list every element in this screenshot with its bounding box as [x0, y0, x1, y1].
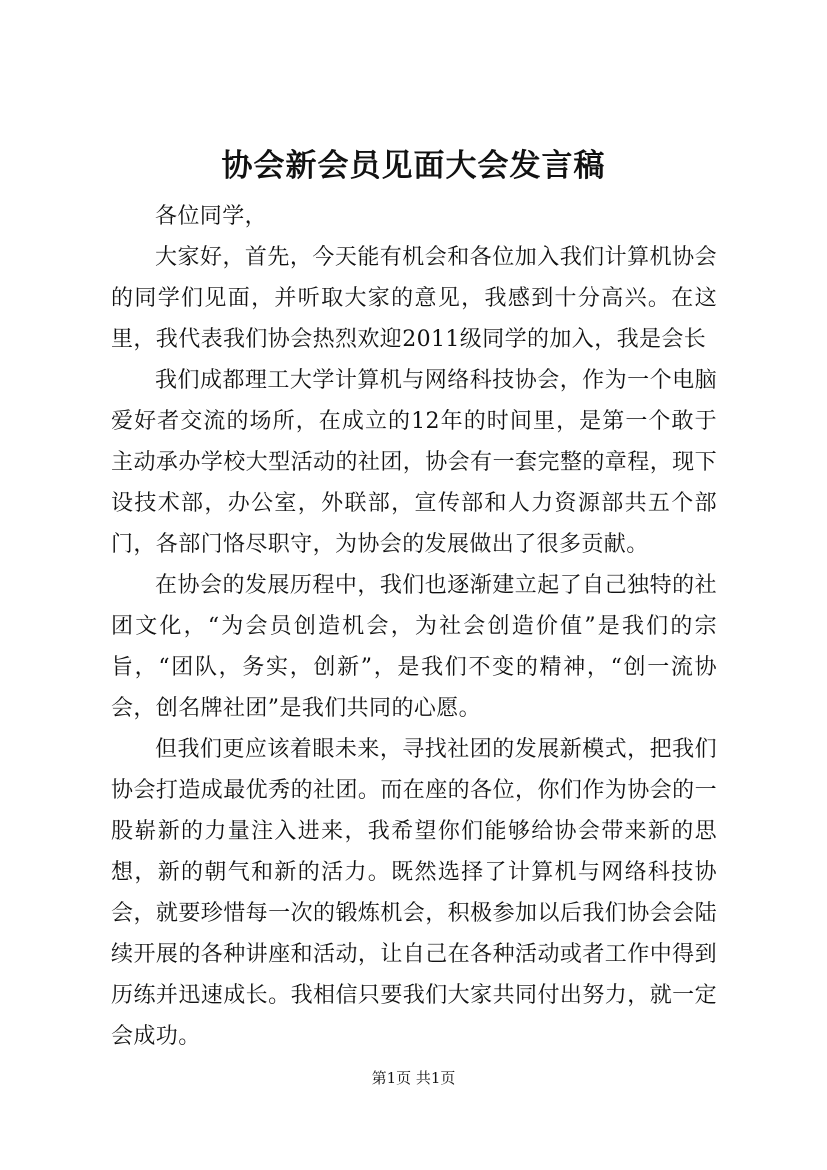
future-paragraph: 但我们更应该着眼未来，寻找社团的发展新模式，把我们协会打造成最优秀的社团。而在座的各位，你们作为协会的一股崭新的力量注入进来，我希望你们能够给协会带来新的思想，新的朝气和新的活力。既然选择了计算机与网络科技协会，就要珍惜每一次的锻炼机会，积极参加以后我们协会会陆续开展的各种讲座和活动，让自己在各种活动或者工作中得到历练并迅速成长。我相信只要我们大家共同付出努力，就一定会成功。 — [111, 737, 717, 1049]
document-body — [111, 196, 717, 1057]
welcome-paragraph: 大家好，首先，今天能有机会和各位加入我们计算机协会的同学们见面，并听取大家的意见，我感到十分高兴。在这里，我代表我们协会热烈欢迎2011级同学的加入，我是会长 — [111, 245, 717, 352]
page-number-footer: 第1页 共1页 — [371, 1069, 456, 1087]
document-title: 协会新会员见面大会发言稿 — [221, 148, 606, 184]
association-intro-paragraph: 我们成都理工大学计算机与网络科技协会，作为一个电脑爱好者交流的场所，在成立的12年的时间里，是第一个敢于主动承办学校大型活动的社团，协会有一套完整的章程，现下设技术部，办公室，外联部，宣传部和人力资源部共五个部门，各部门恪尽职守，为协会的发展做出了很多贡献。 — [111, 368, 717, 557]
salutation-paragraph: 各位同学， — [155, 204, 268, 229]
culture-paragraph: 在协会的发展历程中，我们也逐渐建立起了自己独特的社团文化，“为会员创造机会，为社会创造价值”是我们的宗旨，“团队，务实，创新”，是我们不变的精神，“创一流协会，创名牌社团”是我们共同的心愿。 — [111, 573, 717, 721]
